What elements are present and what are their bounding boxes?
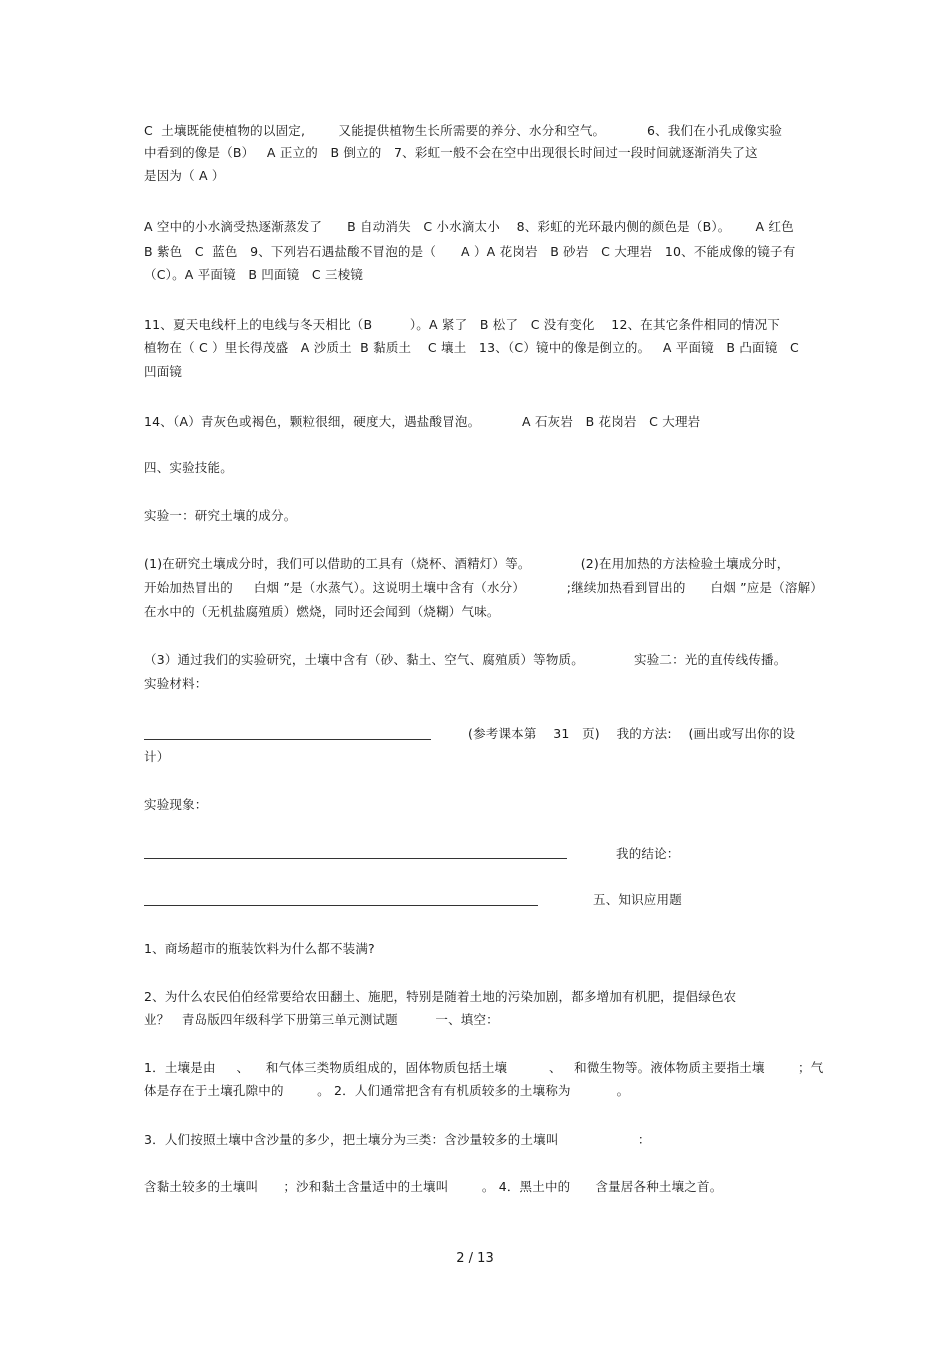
text-line: 11、夏天电线杆上的电线与冬天相比（B ）。A 紧了 B 松了 C 没有变化 12、在其它条件相同的情况下 bbox=[144, 317, 781, 332]
text-line: (参考课本第 31 页) 我的方法: (画出或写出你的设 bbox=[468, 726, 796, 741]
text-line: 实验现象： bbox=[144, 797, 208, 812]
page-number: 2 / 13 bbox=[456, 1251, 494, 1266]
section-heading: 四、实验技能。 bbox=[144, 460, 233, 475]
answer-blank-line bbox=[144, 905, 538, 906]
text-line: 在水中的（无机盐腐殖质）燃烧，同时还会闻到（烧糊）气味。 bbox=[144, 604, 500, 619]
text-line: 计） bbox=[144, 749, 170, 764]
section-heading: 五、知识应用题 bbox=[593, 892, 682, 907]
text-line: 实验材料： bbox=[144, 676, 208, 691]
text-line: 1、商场超市的瓶装饮料为什么都不装满? bbox=[144, 941, 375, 956]
answer-blank-line bbox=[144, 858, 567, 859]
text-line: 我的结论： bbox=[616, 846, 680, 861]
text-line: C 土壤既能使植物的以固定, 又能提供植物生长所需要的养分、水分和空气。 6、我们在小孔成像实验 bbox=[144, 123, 783, 138]
text-line: 开始加热冒出的 白烟 ”是（水蒸气）。这说明土壤中含有（水分） ;继续加热看到冒出的 白烟 ”应是（溶解） bbox=[144, 580, 824, 595]
text-line: 3．人们按照土壤中含沙量的多少，把土壤分为三类：含沙量较多的土壤叫 ： bbox=[144, 1132, 651, 1147]
text-line: 是因为（ A ） bbox=[144, 168, 225, 183]
text-line: 中看到的像是（B） A 正立的 B 倒立的 7、彩虹一般不会在空中出现很长时间过一段时间就逐渐消失了这 bbox=[144, 145, 758, 160]
text-line: 凹面镜 bbox=[144, 364, 183, 379]
text-line: （3）通过我们的实验研究，土壤中含有（砂、黏土、空气、腐殖质）等物质。 实验二：光的直传线传播。 bbox=[144, 652, 787, 667]
text-line: 体是存在于土壤孔隙中的 。 2．人们通常把含有有机质较多的土壤称为 。 bbox=[144, 1083, 630, 1098]
text-line: 含黏土较多的土壤叫 ；沙和黏土含量适中的土壤叫 。 4．黑土中的 含量居各种土壤之首。 bbox=[144, 1179, 723, 1194]
text-line: 14、（A）青灰色或褐色，颗粒很细，硬度大，遇盐酸冒泡。 A 石灰岩 B 花岗岩 C 大理岩 bbox=[144, 414, 701, 429]
text-line: A 空中的小水滴受热逐渐蒸发了 B 自动消失 C 小水滴太小 8、彩虹的光环最内侧的颜色是（B）。 A 红色 bbox=[144, 219, 794, 234]
text-line: (1)在研究土壤成分时，我们可以借助的工具有（烧杯、酒精灯）等。 (2)在用加热的方法检验土壤成分时， bbox=[144, 556, 790, 571]
text-line: B 紫色 C 蓝色 9、下列岩石遇盐酸不冒泡的是（ A ）A 花岗岩 B 砂岩 C 大理岩 10、不能成像的镜子有 bbox=[144, 244, 796, 259]
text-line: 1．土壤是由 、 和气体三类物质组成的，固体物质包括土壤 、 和微生物等。液体物质主要指土壤 ；气 bbox=[144, 1060, 824, 1075]
answer-blank-line bbox=[144, 739, 431, 740]
text-line: 2、为什么农民伯伯经常要给农田翻土、施肥，特别是随着土地的污染加剧，都多增加有机肥，提倡绿色农 bbox=[144, 989, 737, 1004]
text-line: 植物在（ C ）里长得茂盛 A 沙质土 B 黏质土 C 壤土 13、（C）镜中的像是倒立的。 A 平面镜 B 凸面镜 C bbox=[144, 340, 799, 355]
text-line: 实验一：研究土壤的成分。 bbox=[144, 508, 297, 523]
text-line: （C）。A 平面镜 B 凹面镜 C 三棱镜 bbox=[144, 267, 364, 282]
text-line: 业？ 青岛版四年级科学下册第三单元测试题 一、填空： bbox=[144, 1012, 499, 1027]
